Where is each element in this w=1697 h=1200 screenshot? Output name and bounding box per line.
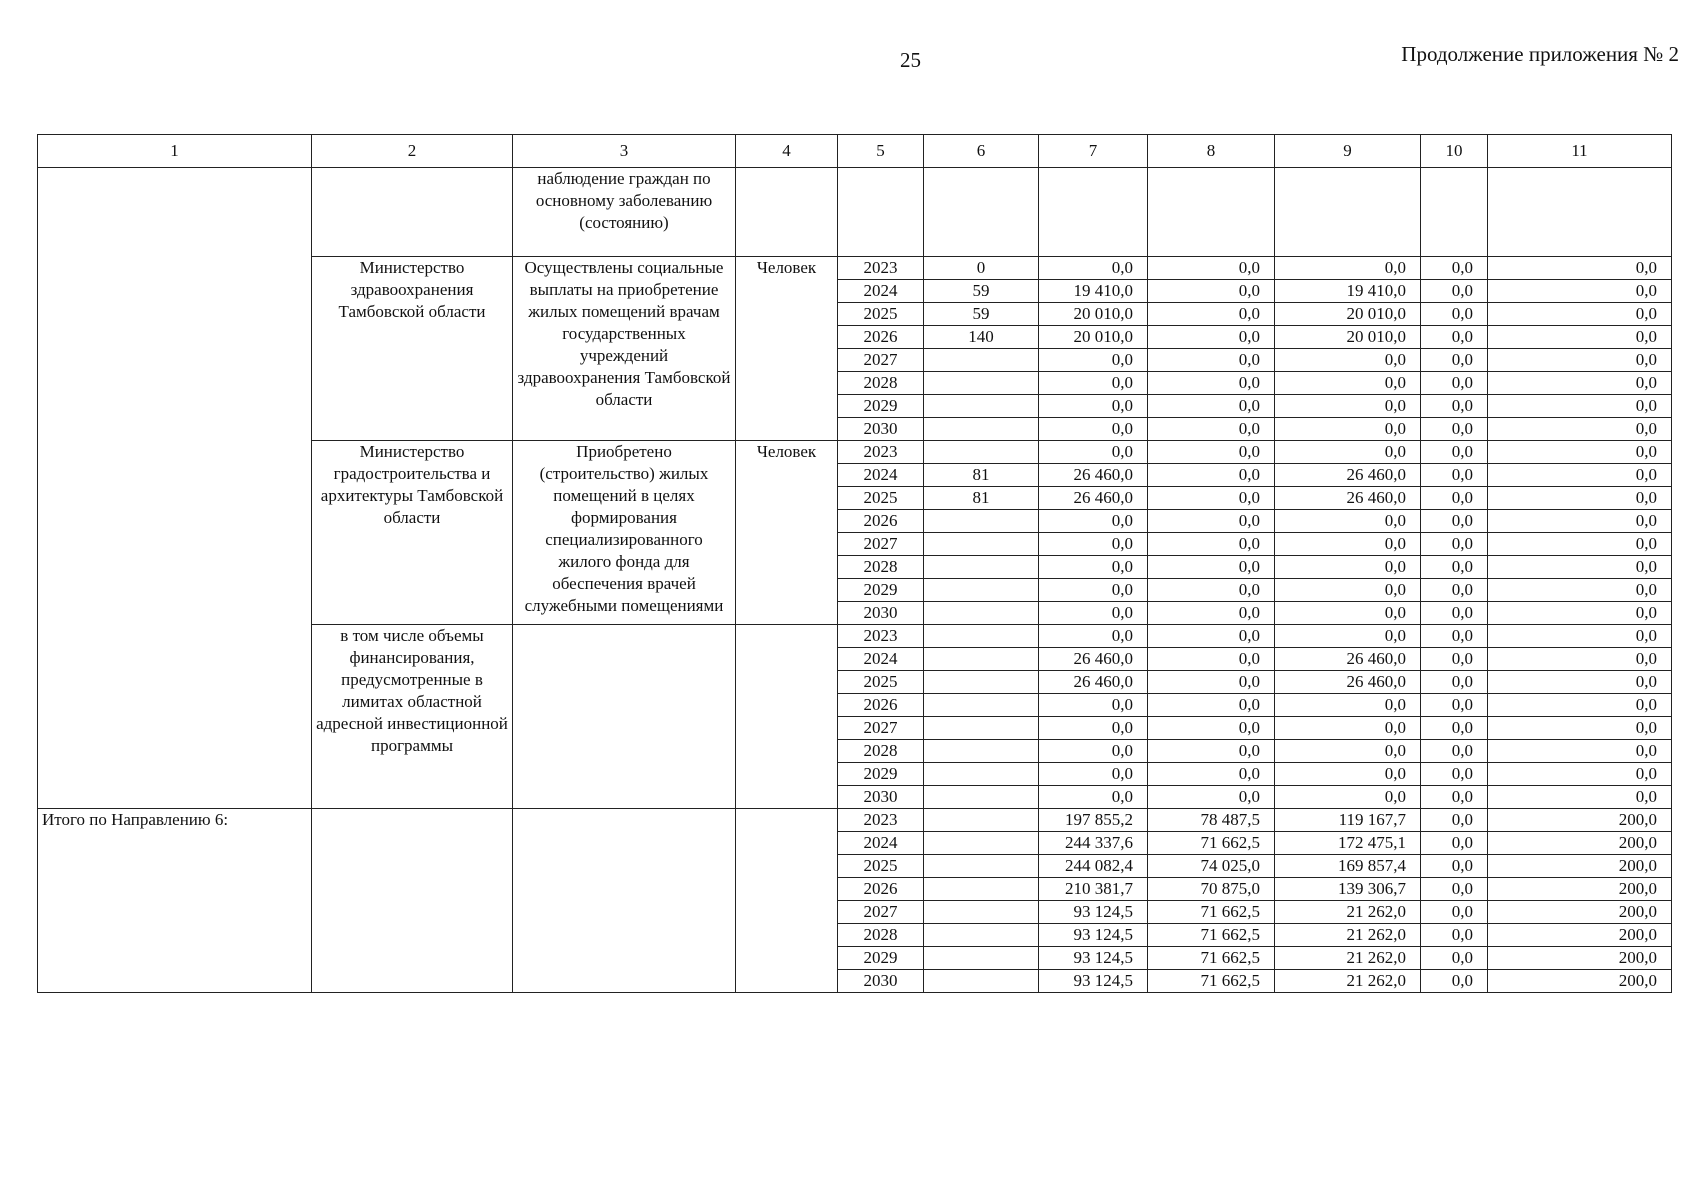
local-amount: 0,0 xyxy=(1421,694,1488,717)
header-cell: 5 xyxy=(838,135,924,168)
year-cell: 2025 xyxy=(838,303,924,326)
empty-cell xyxy=(513,809,736,993)
regional-amount: 20 010,0 xyxy=(1275,303,1421,326)
indicator-value xyxy=(924,832,1039,855)
empty-cell xyxy=(1039,168,1148,257)
regional-amount: 0,0 xyxy=(1275,717,1421,740)
regional-amount: 26 460,0 xyxy=(1275,487,1421,510)
other-amount: 0,0 xyxy=(1488,395,1672,418)
year-cell: 2027 xyxy=(838,901,924,924)
federal-amount: 0,0 xyxy=(1148,556,1275,579)
other-amount: 200,0 xyxy=(1488,924,1672,947)
federal-amount: 0,0 xyxy=(1148,717,1275,740)
total-amount: 0,0 xyxy=(1039,533,1148,556)
federal-amount: 0,0 xyxy=(1148,372,1275,395)
indicator-value xyxy=(924,372,1039,395)
continuation-text: наблюдение граждан по основному заболеванию (состоянию) xyxy=(513,168,736,257)
regional-amount: 139 306,7 xyxy=(1275,878,1421,901)
federal-amount: 71 662,5 xyxy=(1148,901,1275,924)
empty-cell xyxy=(924,168,1039,257)
regional-amount: 26 460,0 xyxy=(1275,464,1421,487)
local-amount: 0,0 xyxy=(1421,579,1488,602)
indicator-value xyxy=(924,441,1039,464)
total-amount: 210 381,7 xyxy=(1039,878,1148,901)
regional-amount: 26 460,0 xyxy=(1275,671,1421,694)
local-amount: 0,0 xyxy=(1421,602,1488,625)
indicator-value: 81 xyxy=(924,487,1039,510)
appendix-label: Продолжение приложения № 2 xyxy=(1401,42,1679,66)
result-description: Осуществлены социальные выплаты на приобретение жилых помещений врачам государственных учреждений здравоохранения Тамбовской области xyxy=(513,257,736,441)
total-row xyxy=(38,809,1672,832)
federal-amount: 0,0 xyxy=(1148,418,1275,441)
regional-amount: 0,0 xyxy=(1275,395,1421,418)
total-amount: 26 460,0 xyxy=(1039,648,1148,671)
year-cell: 2027 xyxy=(838,717,924,740)
responsible-org: Министерство здравоохранения Тамбовской области xyxy=(312,257,513,441)
indicator-value xyxy=(924,786,1039,809)
indicator-value xyxy=(924,901,1039,924)
other-amount: 0,0 xyxy=(1488,510,1672,533)
total-amount: 0,0 xyxy=(1039,625,1148,648)
total-amount: 197 855,2 xyxy=(1039,809,1148,832)
other-amount: 0,0 xyxy=(1488,372,1672,395)
indicator-value xyxy=(924,625,1039,648)
total-amount: 0,0 xyxy=(1039,556,1148,579)
regional-amount: 119 167,7 xyxy=(1275,809,1421,832)
responsible-org: в том числе объемы финансирования, предусмотренные в лимитах областной адресной инвестиционной программы xyxy=(312,625,513,809)
indicator-value: 0 xyxy=(924,257,1039,280)
total-amount: 0,0 xyxy=(1039,395,1148,418)
federal-amount: 0,0 xyxy=(1148,671,1275,694)
regional-amount: 0,0 xyxy=(1275,257,1421,280)
regional-amount: 0,0 xyxy=(1275,740,1421,763)
local-amount: 0,0 xyxy=(1421,556,1488,579)
other-amount: 0,0 xyxy=(1488,303,1672,326)
indicator-value xyxy=(924,510,1039,533)
year-cell: 2024 xyxy=(838,832,924,855)
regional-amount: 0,0 xyxy=(1275,786,1421,809)
empty-cell xyxy=(312,809,513,993)
year-cell: 2023 xyxy=(838,809,924,832)
indicator-value: 81 xyxy=(924,464,1039,487)
regional-amount: 21 262,0 xyxy=(1275,901,1421,924)
indicator-value xyxy=(924,947,1039,970)
federal-amount: 70 875,0 xyxy=(1148,878,1275,901)
header-cell: 1 xyxy=(38,135,312,168)
indicator-value xyxy=(924,924,1039,947)
regional-amount: 0,0 xyxy=(1275,533,1421,556)
other-amount: 0,0 xyxy=(1488,694,1672,717)
total-amount: 0,0 xyxy=(1039,510,1148,533)
local-amount: 0,0 xyxy=(1421,533,1488,556)
federal-amount: 0,0 xyxy=(1148,441,1275,464)
other-amount: 0,0 xyxy=(1488,579,1672,602)
indicator-value xyxy=(924,556,1039,579)
total-amount: 26 460,0 xyxy=(1039,487,1148,510)
year-cell: 2028 xyxy=(838,740,924,763)
federal-amount: 0,0 xyxy=(1148,464,1275,487)
other-amount: 0,0 xyxy=(1488,280,1672,303)
local-amount: 0,0 xyxy=(1421,303,1488,326)
local-amount: 0,0 xyxy=(1421,372,1488,395)
total-amount: 0,0 xyxy=(1039,257,1148,280)
regional-amount: 0,0 xyxy=(1275,579,1421,602)
regional-amount: 26 460,0 xyxy=(1275,648,1421,671)
total-amount: 0,0 xyxy=(1039,740,1148,763)
continuation-row xyxy=(38,168,1672,257)
other-amount: 200,0 xyxy=(1488,947,1672,970)
total-amount: 244 082,4 xyxy=(1039,855,1148,878)
total-amount: 0,0 xyxy=(1039,763,1148,786)
unit-cell xyxy=(736,625,838,809)
year-cell: 2025 xyxy=(838,487,924,510)
regional-amount: 21 262,0 xyxy=(1275,947,1421,970)
federal-amount: 0,0 xyxy=(1148,349,1275,372)
local-amount: 0,0 xyxy=(1421,395,1488,418)
local-amount: 0,0 xyxy=(1421,648,1488,671)
total-amount: 20 010,0 xyxy=(1039,326,1148,349)
federal-amount: 0,0 xyxy=(1148,694,1275,717)
year-cell: 2030 xyxy=(838,786,924,809)
indicator-value xyxy=(924,740,1039,763)
other-amount: 0,0 xyxy=(1488,763,1672,786)
federal-amount: 0,0 xyxy=(1148,326,1275,349)
year-cell: 2023 xyxy=(838,257,924,280)
other-amount: 0,0 xyxy=(1488,418,1672,441)
year-cell: 2026 xyxy=(838,326,924,349)
federal-amount: 71 662,5 xyxy=(1148,924,1275,947)
local-amount: 0,0 xyxy=(1421,740,1488,763)
local-amount: 0,0 xyxy=(1421,464,1488,487)
empty-cell xyxy=(736,168,838,257)
total-amount: 0,0 xyxy=(1039,717,1148,740)
year-cell: 2028 xyxy=(838,924,924,947)
indicator-value xyxy=(924,970,1039,993)
table-body xyxy=(38,135,1672,993)
local-amount: 0,0 xyxy=(1421,349,1488,372)
total-amount: 93 124,5 xyxy=(1039,901,1148,924)
local-amount: 0,0 xyxy=(1421,487,1488,510)
header-cell: 8 xyxy=(1148,135,1275,168)
federal-amount: 0,0 xyxy=(1148,303,1275,326)
indicator-value xyxy=(924,694,1039,717)
year-cell: 2029 xyxy=(838,579,924,602)
total-amount: 93 124,5 xyxy=(1039,970,1148,993)
year-cell: 2024 xyxy=(838,280,924,303)
other-amount: 0,0 xyxy=(1488,533,1672,556)
other-amount: 200,0 xyxy=(1488,809,1672,832)
empty-cell xyxy=(1488,168,1672,257)
regional-amount: 0,0 xyxy=(1275,349,1421,372)
regional-amount: 0,0 xyxy=(1275,694,1421,717)
direction-cell xyxy=(38,168,312,809)
local-amount: 0,0 xyxy=(1421,326,1488,349)
regional-amount: 20 010,0 xyxy=(1275,326,1421,349)
indicator-value xyxy=(924,395,1039,418)
federal-amount: 78 487,5 xyxy=(1148,809,1275,832)
federal-amount: 71 662,5 xyxy=(1148,832,1275,855)
total-amount: 93 124,5 xyxy=(1039,947,1148,970)
year-cell: 2029 xyxy=(838,395,924,418)
federal-amount: 71 662,5 xyxy=(1148,947,1275,970)
year-cell: 2029 xyxy=(838,763,924,786)
year-cell: 2024 xyxy=(838,648,924,671)
local-amount: 0,0 xyxy=(1421,901,1488,924)
total-amount: 0,0 xyxy=(1039,441,1148,464)
year-cell: 2023 xyxy=(838,625,924,648)
indicator-value: 140 xyxy=(924,326,1039,349)
other-amount: 0,0 xyxy=(1488,625,1672,648)
other-amount: 0,0 xyxy=(1488,326,1672,349)
total-amount: 0,0 xyxy=(1039,418,1148,441)
local-amount: 0,0 xyxy=(1421,257,1488,280)
year-cell: 2028 xyxy=(838,556,924,579)
regional-amount: 0,0 xyxy=(1275,602,1421,625)
local-amount: 0,0 xyxy=(1421,717,1488,740)
year-cell: 2024 xyxy=(838,464,924,487)
header-cell: 9 xyxy=(1275,135,1421,168)
total-label: Итого по Направлению 6: xyxy=(38,809,312,993)
empty-cell xyxy=(312,168,513,257)
result-description: Приобретено (строительство) жилых помещений в целях формирования специализированного жилого фонда для обеспечения врачей служебными помещениями xyxy=(513,441,736,625)
other-amount: 0,0 xyxy=(1488,717,1672,740)
header-cell: 3 xyxy=(513,135,736,168)
indicator-value xyxy=(924,671,1039,694)
other-amount: 0,0 xyxy=(1488,556,1672,579)
year-cell: 2030 xyxy=(838,970,924,993)
total-amount: 0,0 xyxy=(1039,602,1148,625)
indicator-value xyxy=(924,855,1039,878)
total-amount: 19 410,0 xyxy=(1039,280,1148,303)
other-amount: 200,0 xyxy=(1488,832,1672,855)
total-amount: 244 337,6 xyxy=(1039,832,1148,855)
federal-amount: 0,0 xyxy=(1148,395,1275,418)
result-description xyxy=(513,625,736,809)
empty-cell xyxy=(1148,168,1275,257)
regional-amount: 0,0 xyxy=(1275,763,1421,786)
indicator-value xyxy=(924,717,1039,740)
local-amount: 0,0 xyxy=(1421,947,1488,970)
local-amount: 0,0 xyxy=(1421,924,1488,947)
federal-amount: 0,0 xyxy=(1148,280,1275,303)
federal-amount: 0,0 xyxy=(1148,763,1275,786)
federal-amount: 0,0 xyxy=(1148,648,1275,671)
federal-amount: 0,0 xyxy=(1148,740,1275,763)
local-amount: 0,0 xyxy=(1421,510,1488,533)
other-amount: 0,0 xyxy=(1488,349,1672,372)
year-cell: 2026 xyxy=(838,878,924,901)
indicator-value xyxy=(924,809,1039,832)
year-cell: 2030 xyxy=(838,602,924,625)
regional-amount: 21 262,0 xyxy=(1275,970,1421,993)
indicator-value: 59 xyxy=(924,303,1039,326)
empty-cell xyxy=(838,168,924,257)
regional-amount: 21 262,0 xyxy=(1275,924,1421,947)
local-amount: 0,0 xyxy=(1421,970,1488,993)
local-amount: 0,0 xyxy=(1421,832,1488,855)
empty-cell xyxy=(1275,168,1421,257)
other-amount: 200,0 xyxy=(1488,970,1672,993)
federal-amount: 0,0 xyxy=(1148,602,1275,625)
local-amount: 0,0 xyxy=(1421,763,1488,786)
other-amount: 200,0 xyxy=(1488,855,1672,878)
other-amount: 0,0 xyxy=(1488,602,1672,625)
other-amount: 200,0 xyxy=(1488,901,1672,924)
regional-amount: 0,0 xyxy=(1275,418,1421,441)
header-cell: 2 xyxy=(312,135,513,168)
other-amount: 0,0 xyxy=(1488,740,1672,763)
other-amount: 0,0 xyxy=(1488,648,1672,671)
regional-amount: 0,0 xyxy=(1275,372,1421,395)
local-amount: 0,0 xyxy=(1421,809,1488,832)
unit-cell: Человек xyxy=(736,441,838,625)
indicator-value xyxy=(924,418,1039,441)
indicator-value xyxy=(924,648,1039,671)
year-cell: 2026 xyxy=(838,694,924,717)
year-cell: 2027 xyxy=(838,533,924,556)
other-amount: 0,0 xyxy=(1488,464,1672,487)
total-amount: 93 124,5 xyxy=(1039,924,1148,947)
year-cell: 2028 xyxy=(838,372,924,395)
unit-cell: Человек xyxy=(736,257,838,441)
regional-amount: 172 475,1 xyxy=(1275,832,1421,855)
regional-amount: 0,0 xyxy=(1275,441,1421,464)
indicator-value: 59 xyxy=(924,280,1039,303)
local-amount: 0,0 xyxy=(1421,418,1488,441)
indicator-value xyxy=(924,763,1039,786)
header-cell: 10 xyxy=(1421,135,1488,168)
federal-amount: 0,0 xyxy=(1148,579,1275,602)
responsible-org: Министерство градостроительства и архитектуры Тамбовской области xyxy=(312,441,513,625)
year-cell: 2027 xyxy=(838,349,924,372)
header-cell: 6 xyxy=(924,135,1039,168)
empty-cell xyxy=(1421,168,1488,257)
indicator-value xyxy=(924,878,1039,901)
total-amount: 0,0 xyxy=(1039,349,1148,372)
local-amount: 0,0 xyxy=(1421,441,1488,464)
federal-amount: 0,0 xyxy=(1148,510,1275,533)
other-amount: 0,0 xyxy=(1488,671,1672,694)
year-cell: 2030 xyxy=(838,418,924,441)
local-amount: 0,0 xyxy=(1421,855,1488,878)
indicator-value xyxy=(924,349,1039,372)
total-amount: 26 460,0 xyxy=(1039,464,1148,487)
total-amount: 0,0 xyxy=(1039,372,1148,395)
other-amount: 0,0 xyxy=(1488,487,1672,510)
federal-amount: 0,0 xyxy=(1148,257,1275,280)
local-amount: 0,0 xyxy=(1421,625,1488,648)
regional-amount: 0,0 xyxy=(1275,510,1421,533)
empty-cell xyxy=(736,809,838,993)
indicator-value xyxy=(924,579,1039,602)
regional-amount: 169 857,4 xyxy=(1275,855,1421,878)
total-amount: 0,0 xyxy=(1039,694,1148,717)
year-cell: 2023 xyxy=(838,441,924,464)
regional-amount: 19 410,0 xyxy=(1275,280,1421,303)
year-cell: 2025 xyxy=(838,855,924,878)
other-amount: 200,0 xyxy=(1488,878,1672,901)
indicator-value xyxy=(924,602,1039,625)
local-amount: 0,0 xyxy=(1421,671,1488,694)
regional-amount: 0,0 xyxy=(1275,556,1421,579)
page-number: 25 xyxy=(900,48,921,72)
header-cell: 7 xyxy=(1039,135,1148,168)
federal-amount: 0,0 xyxy=(1148,786,1275,809)
total-amount: 0,0 xyxy=(1039,786,1148,809)
federal-amount: 0,0 xyxy=(1148,533,1275,556)
federal-amount: 71 662,5 xyxy=(1148,970,1275,993)
total-amount: 0,0 xyxy=(1039,579,1148,602)
indicator-value xyxy=(924,533,1039,556)
federal-amount: 0,0 xyxy=(1148,625,1275,648)
header-cell: 4 xyxy=(736,135,838,168)
federal-amount: 74 025,0 xyxy=(1148,855,1275,878)
total-amount: 26 460,0 xyxy=(1039,671,1148,694)
local-amount: 0,0 xyxy=(1421,878,1488,901)
total-amount: 20 010,0 xyxy=(1039,303,1148,326)
year-cell: 2029 xyxy=(838,947,924,970)
budget-table xyxy=(37,134,1672,993)
header-cell: 11 xyxy=(1488,135,1672,168)
other-amount: 0,0 xyxy=(1488,441,1672,464)
year-cell: 2026 xyxy=(838,510,924,533)
local-amount: 0,0 xyxy=(1421,786,1488,809)
federal-amount: 0,0 xyxy=(1148,487,1275,510)
year-cell: 2025 xyxy=(838,671,924,694)
other-amount: 0,0 xyxy=(1488,786,1672,809)
other-amount: 0,0 xyxy=(1488,257,1672,280)
header-row xyxy=(38,135,1672,168)
regional-amount: 0,0 xyxy=(1275,625,1421,648)
local-amount: 0,0 xyxy=(1421,280,1488,303)
